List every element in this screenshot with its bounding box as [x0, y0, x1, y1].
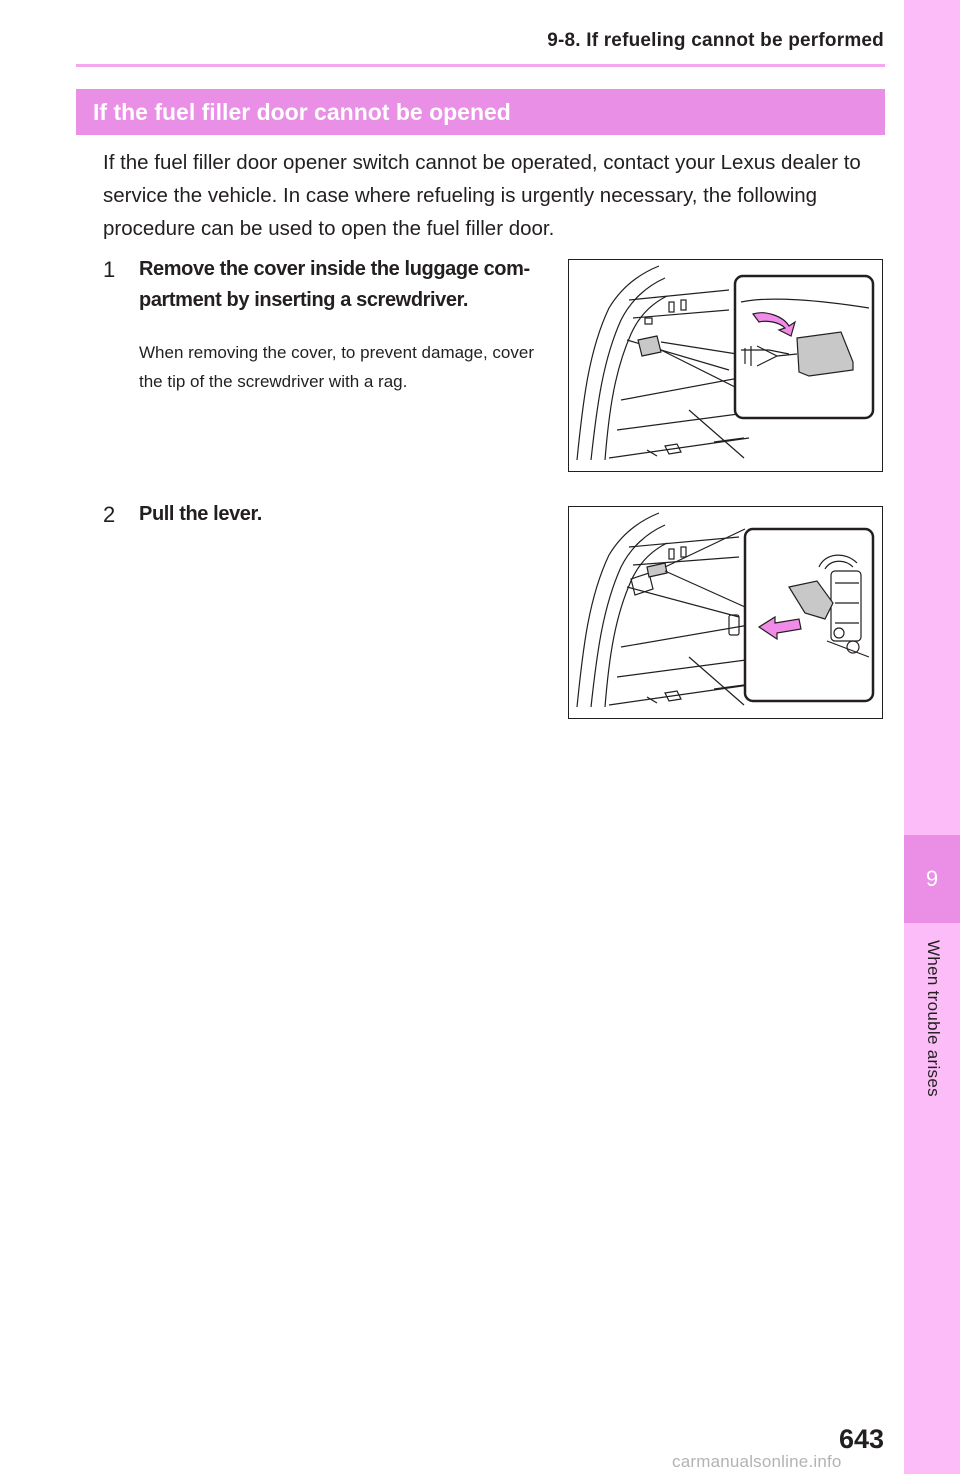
step-note: When removing the cover, to prevent damage, cover the tip of the screwdriver with a rag.	[139, 343, 534, 391]
running-header: 9-8. If refueling cannot be performed	[547, 30, 884, 51]
step-instruction: Pull the lever.	[139, 503, 262, 525]
chapter-number: 9	[904, 835, 960, 923]
page-number: 643	[838, 1424, 884, 1454]
luggage-compartment-cover-illustration	[569, 260, 881, 470]
intro-paragraph: If the fuel filler door opener switch cannot be operated, contact your Lexus dealer to service the vehicle. In case where refueling is urgently necessary, the following procedure can be used to open the fuel filler door.	[103, 151, 861, 240]
header-divider	[76, 64, 885, 67]
chapter-side-tab	[904, 0, 960, 1474]
figure-pull-lever	[568, 506, 883, 719]
watermark: carmanualsonline.info	[672, 1452, 842, 1471]
figure-remove-cover	[568, 259, 883, 472]
chapter-title: When trouble arises	[924, 940, 943, 1097]
step-number: 1	[103, 257, 116, 282]
step-1	[103, 254, 553, 396]
step-2	[103, 499, 553, 530]
step-number: 2	[103, 502, 116, 527]
section-heading: If the fuel filler door cannot be opened	[76, 89, 885, 135]
step-instruction: Remove the cover inside the luggage com-partment by inserting a screwdriver.	[139, 258, 530, 311]
fuel-door-lever-illustration	[569, 507, 881, 717]
